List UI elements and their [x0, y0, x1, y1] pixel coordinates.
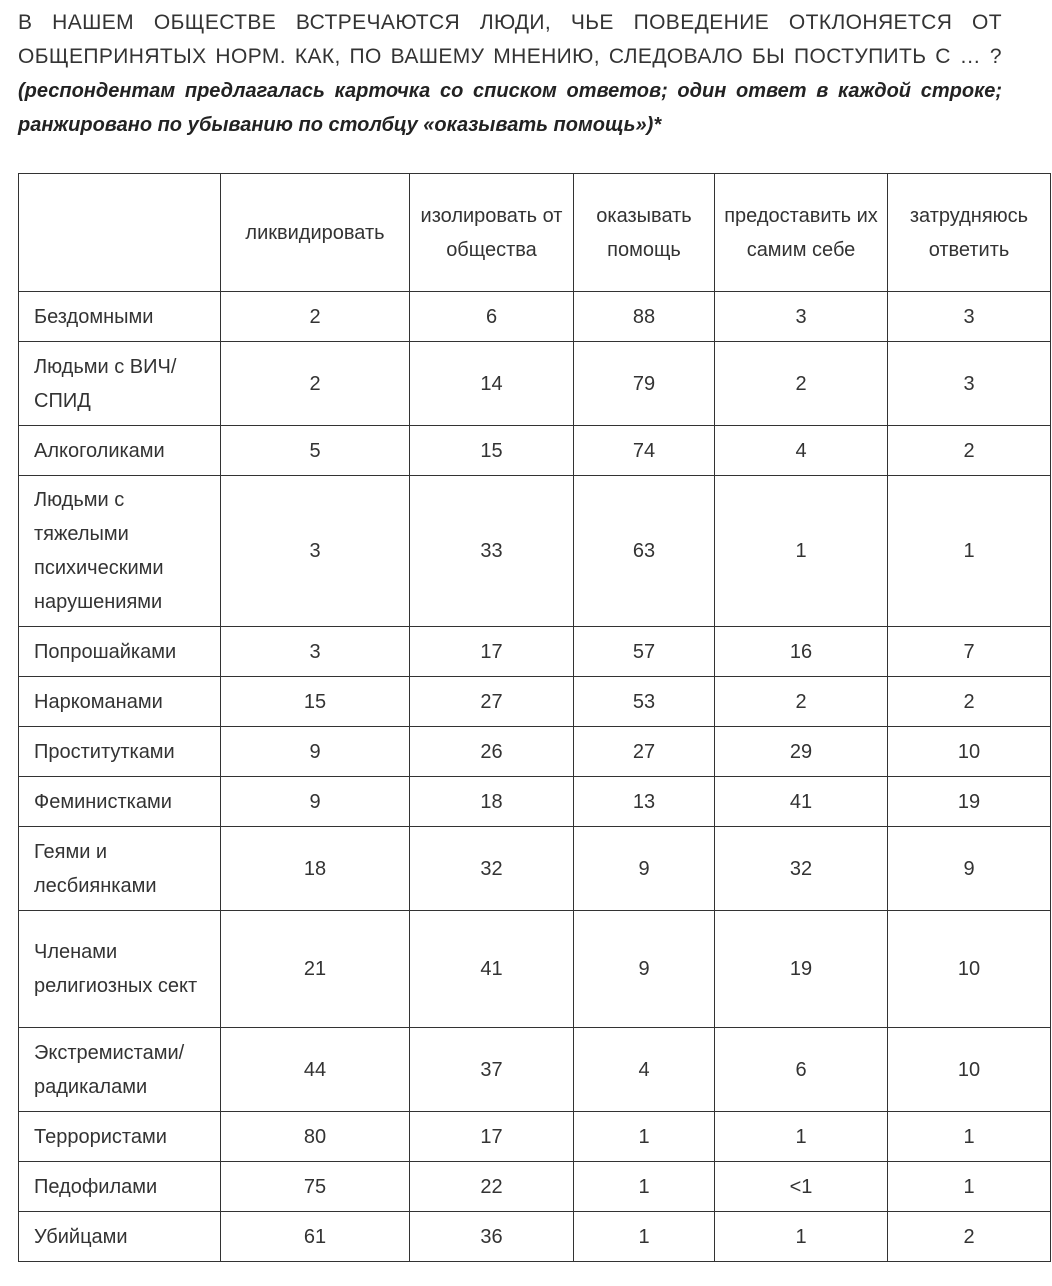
table-cell: 61: [221, 1212, 410, 1262]
table-row: [19, 426, 1051, 476]
table-cell: 79: [574, 342, 715, 426]
table-cell: 2: [221, 292, 410, 342]
table-cell: 2: [888, 677, 1051, 727]
table-row: [19, 342, 1051, 426]
question-line-2: ОБЩЕПРИНЯТЫХ НОРМ. КАК, ПО ВАШЕМУ МНЕНИЮ, СЛЕДОВАЛО БЫ ПОСТУПИТЬ С … ?: [18, 45, 1002, 68]
table-cell: 33: [410, 476, 574, 627]
survey-table: [18, 173, 1051, 1262]
column-header: предоставить их самим себе: [715, 174, 888, 292]
table-cell: 1: [715, 1112, 888, 1162]
table-cell: 63: [574, 476, 715, 627]
table-cell: 10: [888, 727, 1051, 777]
row-label: Людьми с ВИЧ/ СПИД: [19, 342, 221, 426]
table-body: [19, 292, 1051, 1262]
table-cell: 14: [410, 342, 574, 426]
table-row: [19, 1028, 1051, 1112]
table-cell: 1: [715, 1212, 888, 1262]
table-cell: 3: [888, 292, 1051, 342]
table-row: [19, 627, 1051, 677]
table-cell: <1: [715, 1162, 888, 1212]
table-cell: 29: [715, 727, 888, 777]
row-label: Экстремистами/ радикалами: [19, 1028, 221, 1112]
row-label: Попрошайками: [19, 627, 221, 677]
row-label: Людьми с тяжелыми психическими нарушениями: [19, 476, 221, 627]
row-label: Проститутками: [19, 727, 221, 777]
table-cell: 22: [410, 1162, 574, 1212]
table-cell: 57: [574, 627, 715, 677]
table-cell: 19: [888, 777, 1051, 827]
table-cell: 1: [715, 476, 888, 627]
table-row: [19, 727, 1051, 777]
table-cell: 5: [221, 426, 410, 476]
question-note: (респондентам предлагалась карточка со списком ответов; один ответ в каждой строке; ранжировано по убыванию по столбцу «оказывать помощь»)*: [18, 80, 1002, 136]
row-label: Алкоголиками: [19, 426, 221, 476]
table-cell: 1: [888, 1112, 1051, 1162]
table-cell: 9: [574, 827, 715, 911]
table-cell: 2: [715, 677, 888, 727]
table-cell: 15: [221, 677, 410, 727]
table-cell: 6: [715, 1028, 888, 1112]
table-cell: 21: [221, 911, 410, 1028]
table-cell: 26: [410, 727, 574, 777]
table-cell: 41: [410, 911, 574, 1028]
table-cell: 27: [410, 677, 574, 727]
table-cell: 9: [221, 727, 410, 777]
table-cell: 19: [715, 911, 888, 1028]
table-cell: 53: [574, 677, 715, 727]
column-header: затрудняюсь ответить: [888, 174, 1051, 292]
table-cell: 2: [888, 426, 1051, 476]
table-row: [19, 292, 1051, 342]
column-header: изолировать от общества: [410, 174, 574, 292]
table-cell: 44: [221, 1028, 410, 1112]
table-cell: 9: [888, 827, 1051, 911]
row-label: Феминистками: [19, 777, 221, 827]
row-label: Наркоманами: [19, 677, 221, 727]
table-cell: 10: [888, 1028, 1051, 1112]
table-cell: 3: [221, 627, 410, 677]
table-row: [19, 476, 1051, 627]
table-cell: 18: [221, 827, 410, 911]
table-cell: 75: [221, 1162, 410, 1212]
table-row: [19, 827, 1051, 911]
table-row: [19, 1162, 1051, 1212]
table-cell: 17: [410, 1112, 574, 1162]
table-cell: 37: [410, 1028, 574, 1112]
table-cell: 3: [221, 476, 410, 627]
table-cell: 7: [888, 627, 1051, 677]
table-cell: 4: [715, 426, 888, 476]
table-row: [19, 1112, 1051, 1162]
table-cell: 18: [410, 777, 574, 827]
row-label: Бездомными: [19, 292, 221, 342]
table-header-row: [19, 174, 1051, 292]
table-cell: 17: [410, 627, 574, 677]
row-label: Педофилами: [19, 1162, 221, 1212]
table-cell: 41: [715, 777, 888, 827]
table-cell: 2: [888, 1212, 1051, 1262]
row-label: Членами религиозных сект: [19, 911, 221, 1028]
table-cell: 16: [715, 627, 888, 677]
table-cell: 36: [410, 1212, 574, 1262]
table-cell: 74: [574, 426, 715, 476]
row-label: Геями и лесбиянками: [19, 827, 221, 911]
table-cell: 80: [221, 1112, 410, 1162]
table-row: [19, 911, 1051, 1028]
table-cell: 2: [221, 342, 410, 426]
table-cell: 15: [410, 426, 574, 476]
table-cell: 6: [410, 292, 574, 342]
question-line-1: В НАШЕМ ОБЩЕСТВЕ ВСТРЕЧАЮТСЯ ЛЮДИ, ЧЬЕ ПОВЕДЕНИЕ ОТКЛОНЯЕТСЯ ОТ: [18, 11, 1002, 34]
table-cell: 1: [888, 1162, 1051, 1212]
table-corner-cell: [19, 174, 221, 292]
table-cell: 13: [574, 777, 715, 827]
table-cell: 2: [715, 342, 888, 426]
table-row: [19, 777, 1051, 827]
table-cell: 3: [888, 342, 1051, 426]
table-cell: 27: [574, 727, 715, 777]
table-cell: 10: [888, 911, 1051, 1028]
table-cell: 88: [574, 292, 715, 342]
column-header: ликвидировать: [221, 174, 410, 292]
table-cell: 1: [574, 1112, 715, 1162]
row-label: Убийцами: [19, 1212, 221, 1262]
table-cell: 32: [715, 827, 888, 911]
table-cell: 1: [574, 1212, 715, 1262]
row-label: Террористами: [19, 1112, 221, 1162]
table-cell: 1: [574, 1162, 715, 1212]
question-text: [18, 6, 1002, 74]
table-row: [19, 1212, 1051, 1262]
table-cell: 3: [715, 292, 888, 342]
table-row: [19, 677, 1051, 727]
table-cell: 32: [410, 827, 574, 911]
table-cell: 1: [888, 476, 1051, 627]
document: [0, 6, 1052, 142]
table-cell: 9: [221, 777, 410, 827]
table-cell: 9: [574, 911, 715, 1028]
table-cell: 4: [574, 1028, 715, 1112]
column-header: оказывать помощь: [574, 174, 715, 292]
